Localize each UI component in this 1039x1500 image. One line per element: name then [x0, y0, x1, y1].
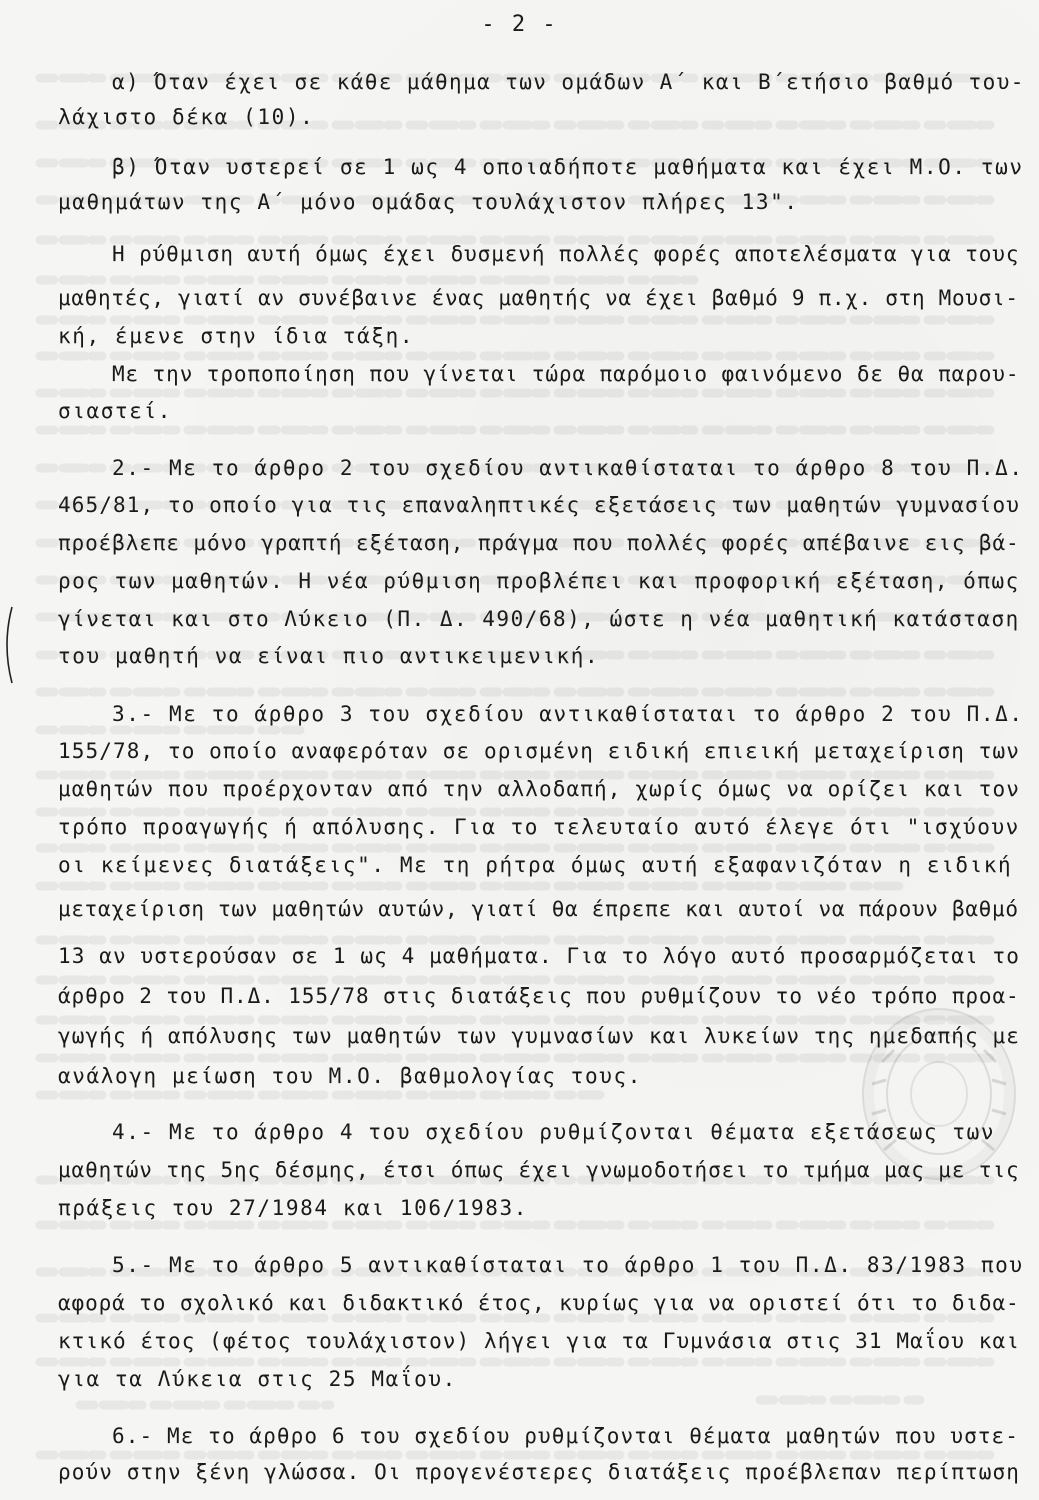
text-line: 5.- Με το άρθρο 5 αντικαθίσταται το άρθρο 1 του Π.Δ. 83/1983 που [112, 1253, 1024, 1277]
text-line: 155/78, το οποίο αναφερόταν σε ορισμένη ειδική επιεική μεταχείριση των [58, 739, 1021, 763]
text-line: άρθρο 2 του Π.Δ. 155/78 στις διατάξεις που ρυθμίζουν το νέο τρόπο προα- [58, 984, 1020, 1008]
text-line: μεταχείριση των μαθητών αυτών, γιατί θα έπρεπε και αυτοί να πάρουν βαθμό [58, 897, 1019, 921]
margin-bracket-mark [0, 605, 14, 685]
text-line: 465/81, το οποίο για τις επαναληπτικές εξετάσεις των μαθητών γυμνασίου [58, 493, 1021, 517]
text-line: μαθημάτων της Α΄ μόνο ομάδας τουλάχιστον πλήρες 13". [58, 190, 799, 214]
text-line: 2.- Με το άρθρο 2 του σχεδίου αντικαθίσταται το άρθρο 8 του Π.Δ. [112, 456, 1024, 480]
text-line: ρούν στην ξένη γλώσσα. Οι προγενέστερες διατάξεις προέβλεπαν περίπτωση [58, 1460, 1021, 1484]
text-line: λάχιστο δέκα (10). [58, 105, 315, 129]
text-line: α) Όταν έχει σε κάθε μάθημα των ομάδων Α΄ και Β΄ετήσιο βαθμό του- [112, 70, 1025, 94]
text-line: μαθητών που προέρχονταν από την αλλοδαπή, χωρίς όμως να ορίζει και τον [58, 777, 1021, 801]
text-line: τρόπο προαγωγής ή απόλυσης. Για το τελευταίο αυτό έλεγε ότι "ισχύουν [58, 815, 1020, 839]
text-line: του μαθητή να είναι πιο αντικειμενική. [58, 644, 600, 668]
text-line: για τα Λύκεια στις 25 Μαΐου. [58, 1367, 457, 1391]
text-line: 13 αν υστερούσαν σε 1 ως 4 μαθήματα. Για το λόγο αυτό προσαρμόζεται το [58, 944, 1021, 968]
text-line: σιαστεί. [58, 399, 172, 423]
text-line: ανάλογη μείωση του Μ.Ο. βαθμολογίας τους. [58, 1064, 642, 1088]
text-line: αφορά το σχολικό και διδακτικό έτος, κυρίως για να οριστεί ότι το διδα- [58, 1291, 1020, 1315]
text-line: κή, έμενε στην ίδια τάξη. [58, 324, 415, 348]
text-line: οι κείμενες διατάξεις". Με τη ρήτρα όμως αυτή εξαφανιζόταν η ειδική [58, 853, 1013, 877]
text-line: κτικό έτος (φέτος τουλάχιστον) λήγει για τα Γυμνάσια στις 31 Μαΐου και [58, 1329, 1021, 1353]
page-number: - 2 - [481, 12, 558, 37]
text-line: ρος των μαθητών. Η νέα ρύθμιση προβλέπει και προφορική εξέταση, όπως [58, 569, 1020, 593]
text-line: προέβλεπε μόνο γραπτή εξέταση, πράγμα που πολλές φορές απέβαινε εις βά- [58, 531, 1020, 555]
text-line: πράξεις του 27/1984 και 106/1983. [58, 1196, 529, 1220]
text-line: γίνεται και στο Λύκειο (Π. Δ. 490/68), ώστε η νέα μαθητική κατάσταση [58, 607, 1020, 631]
text-line: 3.- Με το άρθρο 3 του σχεδίου αντικαθίσταται το άρθρο 2 του Π.Δ. [112, 702, 1024, 726]
text-line: μαθητές, γιατί αν συνέβαινε ένας μαθητής να έχει βαθμό 9 π.χ. στη Μουσι- [58, 286, 1019, 310]
text-line: β) Όταν υστερεί σε 1 ως 4 οποιαδήποτε μαθήματα και έχει Μ.Ο. των [112, 155, 1024, 179]
text-line: μαθητών της 5ης δέσμης, έτσι όπως έχει γνωμοδοτήσει το τμήμα μας με τις [58, 1158, 1020, 1182]
text-line: 4.- Με το άρθρο 4 του σχεδίου ρυθμίζονται θέματα εξετάσεως των [112, 1120, 996, 1144]
text-line: Με την τροποποίηση που γίνεται τώρα παρόμοιο φαινόμενο δε θα παρου- [112, 362, 1020, 386]
text-line: 6.- Με το άρθρο 6 του σχεδίου ρυθμίζονται θέματα μαθητών που υστε- [112, 1424, 1020, 1448]
text-line: γωγής ή απόλυσης των μαθητών των γυμνασίων και λυκείων της ημεδαπής με [58, 1024, 1021, 1048]
text-line: Η ρύθμιση αυτή όμως έχει δυσμενή πολλές φορές αποτελέσματα για τους [112, 242, 1020, 266]
